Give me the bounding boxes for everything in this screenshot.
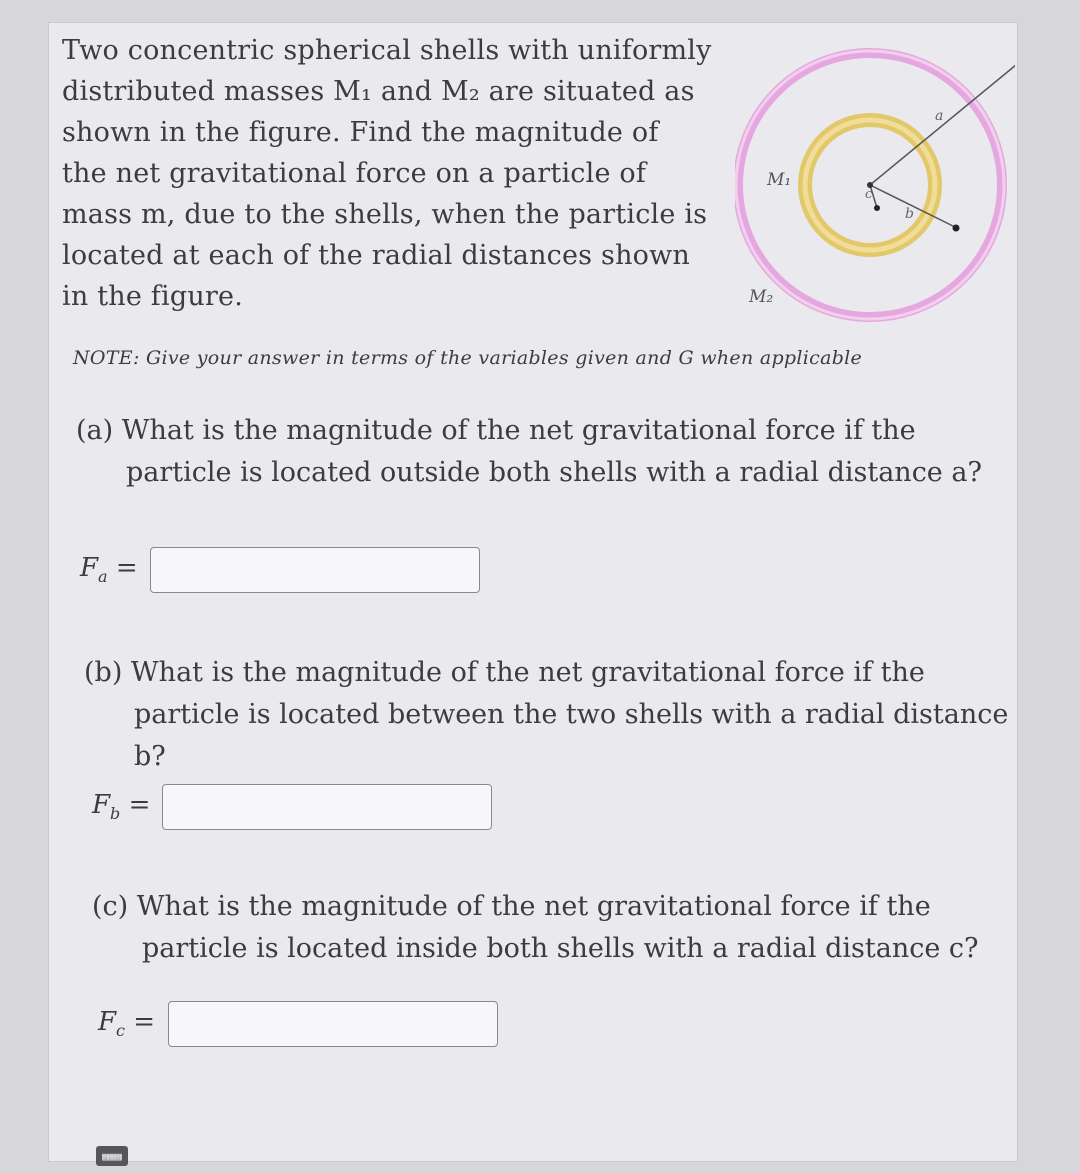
label-b: b: [905, 206, 914, 222]
label-a: a: [935, 108, 944, 124]
question-c-line2: particle is located inside both shells with a radial distance c?: [142, 933, 979, 964]
point-c: [874, 205, 880, 211]
label-m1: M₁: [767, 170, 792, 190]
keyboard-icon[interactable]: ▦▦▦: [96, 1146, 128, 1166]
problem-statement: Two concentric spherical shells with uniformly distributed masses M₁ and M₂ are situated as shown in the figure. Find the magnitude of the net gravitational force on a particle of mass m, due to the shells, when the particle is located at each of the radial distances shown in the figure.: [62, 35, 712, 312]
shells-diagram: [735, 30, 1015, 330]
label-m2: M₂: [749, 287, 774, 307]
question-c: [92, 886, 1032, 970]
answer-row-a: [80, 547, 480, 593]
answer-c-label: $F_c$ =: [98, 1007, 156, 1041]
label-c: c: [865, 187, 873, 202]
answer-b-label: $F_b$ =: [92, 790, 151, 824]
note-text: NOTE: Give your answer in terms of the variables given and G when applicable: [73, 347, 863, 369]
answer-row-c: [98, 1001, 498, 1047]
shells-figure: [735, 30, 1015, 330]
answer-a-label: $F_a$ =: [80, 553, 138, 587]
question-a-line2: particle is located outside both shells with a radial distance a?: [126, 457, 982, 488]
question-c-line1: (c) What is the magnitude of the net gravitational force if the: [92, 891, 931, 922]
question-a: [76, 410, 1016, 494]
question-b: [84, 652, 1024, 778]
answer-c-input[interactable]: [168, 1001, 498, 1047]
question-a-line1: (a) What is the magnitude of the net gravitational force if the: [76, 415, 916, 446]
question-b-line2: particle is located between the two shells with a radial distance b?: [134, 699, 1009, 772]
answer-a-input[interactable]: [150, 547, 480, 593]
answer-b-input[interactable]: [162, 784, 492, 830]
answer-row-b: [92, 784, 492, 830]
question-b-line1: (b) What is the magnitude of the net gravitational force if the: [84, 657, 925, 688]
point-b: [953, 225, 960, 232]
